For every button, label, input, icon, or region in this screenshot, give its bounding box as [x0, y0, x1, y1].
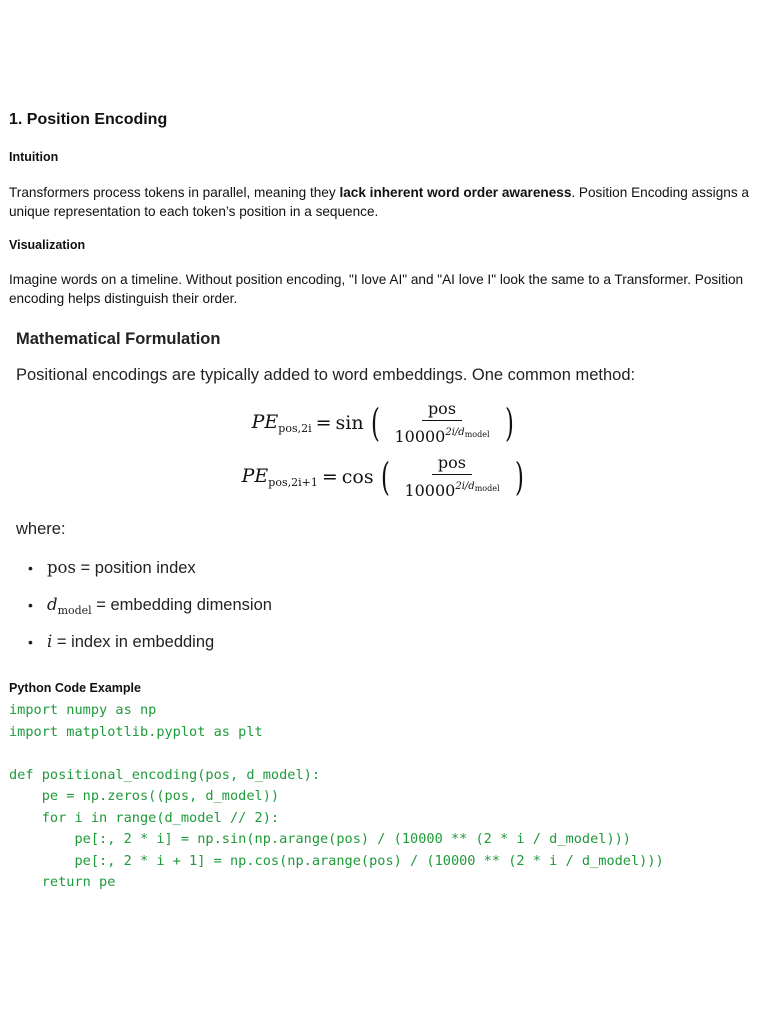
code-line: for i in range(d_model // 2): — [9, 809, 280, 826]
code-block[interactable] — [9, 700, 664, 894]
formula-cos-eq: = — [321, 466, 338, 488]
formula-cos-den-exp-sub: model — [474, 484, 500, 493]
formula-sin-fraction — [388, 400, 495, 446]
definition-symbol-sub: model — [57, 604, 92, 617]
definitions-list — [28, 556, 272, 667]
formula-cos-left-paren: ( — [380, 455, 390, 499]
formula-cos — [0, 454, 768, 500]
formula-cos-den-exp: 2i/d — [455, 481, 475, 492]
code-line: import numpy as np — [9, 702, 157, 718]
intuition-paragraph — [9, 183, 761, 221]
definition-item — [28, 630, 272, 667]
visualization-paragraph: Imagine words on a timeline. Without position encoding, "I love AI" and "AI love I" look the same to a Transformer. Position encoding helps distinguish their order. — [9, 272, 744, 306]
code-line: def positional_encoding(pos, d_model): — [9, 766, 320, 783]
formula-sin-func: sin — [335, 412, 364, 434]
section-title: 1. Position Encoding — [9, 111, 168, 128]
formula-cos-denominator — [398, 475, 505, 500]
definition-item — [28, 593, 272, 630]
formula-sin-den-exp-sub: model — [464, 430, 490, 439]
code-line: return pe — [9, 874, 116, 890]
formula-cos-den-base: 10000 — [404, 481, 456, 500]
bullet-icon: • — [28, 597, 33, 613]
formula-sin-left-paren: ( — [370, 401, 380, 445]
formula-sin-den-exp: 2i/d — [445, 427, 465, 438]
formula-sin-right-paren: ) — [504, 401, 514, 445]
definition-symbol: i — [47, 632, 53, 651]
code-line: import matplotlib.pyplot as plt — [9, 723, 263, 740]
definition-item — [28, 556, 272, 593]
code-heading: Python Code Example — [9, 681, 141, 695]
intuition-text-before: Transformers process tokens in parallel, meaning they — [9, 185, 340, 200]
formula-cos-lhs-sub: pos,2i+1 — [268, 476, 318, 489]
formula-sin-denominator — [388, 421, 495, 446]
visualization-heading: Visualization — [9, 238, 86, 252]
code-line: pe[:, 2 * i + 1] = np.cos(np.arange(pos) / (10000 ** (2 * i / d_model))) — [9, 852, 664, 869]
definition-description: = index in embedding — [52, 633, 215, 651]
code-line: pe[:, 2 * i] = np.sin(np.arange(pos) / (10000 ** (2 * i / d_model))) — [9, 831, 631, 847]
bullet-icon: • — [28, 634, 33, 650]
bullet-icon: • — [28, 560, 33, 576]
code-line: pe = np.zeros((pos, d_model)) — [9, 788, 280, 804]
intuition-bold-phrase: lack inherent word order awareness — [339, 185, 572, 200]
math-heading: Mathematical Formulation — [16, 330, 221, 348]
formula-cos-fraction — [398, 454, 505, 500]
definition-description: = embedding dimension — [91, 596, 272, 614]
formula-sin-lhs-sub: pos,2i — [278, 422, 312, 435]
formula-sin-lhs: PE — [251, 411, 279, 433]
formula-cos-lhs: PE — [241, 465, 269, 487]
code-line — [9, 743, 664, 765]
formula-sin — [0, 400, 768, 446]
intuition-text-after: . Position Encoding assigns a unique representation to each token’s position in a sequence. — [9, 185, 749, 219]
formula-sin-numerator: pos — [422, 400, 462, 421]
formula-cos-func: cos — [341, 466, 374, 488]
math-intro: Positional encodings are typically added to word embeddings. One common method: — [16, 366, 636, 384]
where-label: where: — [16, 520, 66, 538]
definition-description: = position index — [75, 559, 196, 577]
formula-sin-eq: = — [315, 412, 332, 434]
definition-symbol: d — [47, 595, 58, 614]
formula-sin-den-base: 10000 — [394, 427, 446, 446]
definition-symbol: pos — [47, 558, 76, 577]
formula-cos-numerator: pos — [432, 454, 472, 475]
intuition-heading: Intuition — [9, 150, 59, 164]
formula-cos-right-paren: ) — [514, 455, 524, 499]
